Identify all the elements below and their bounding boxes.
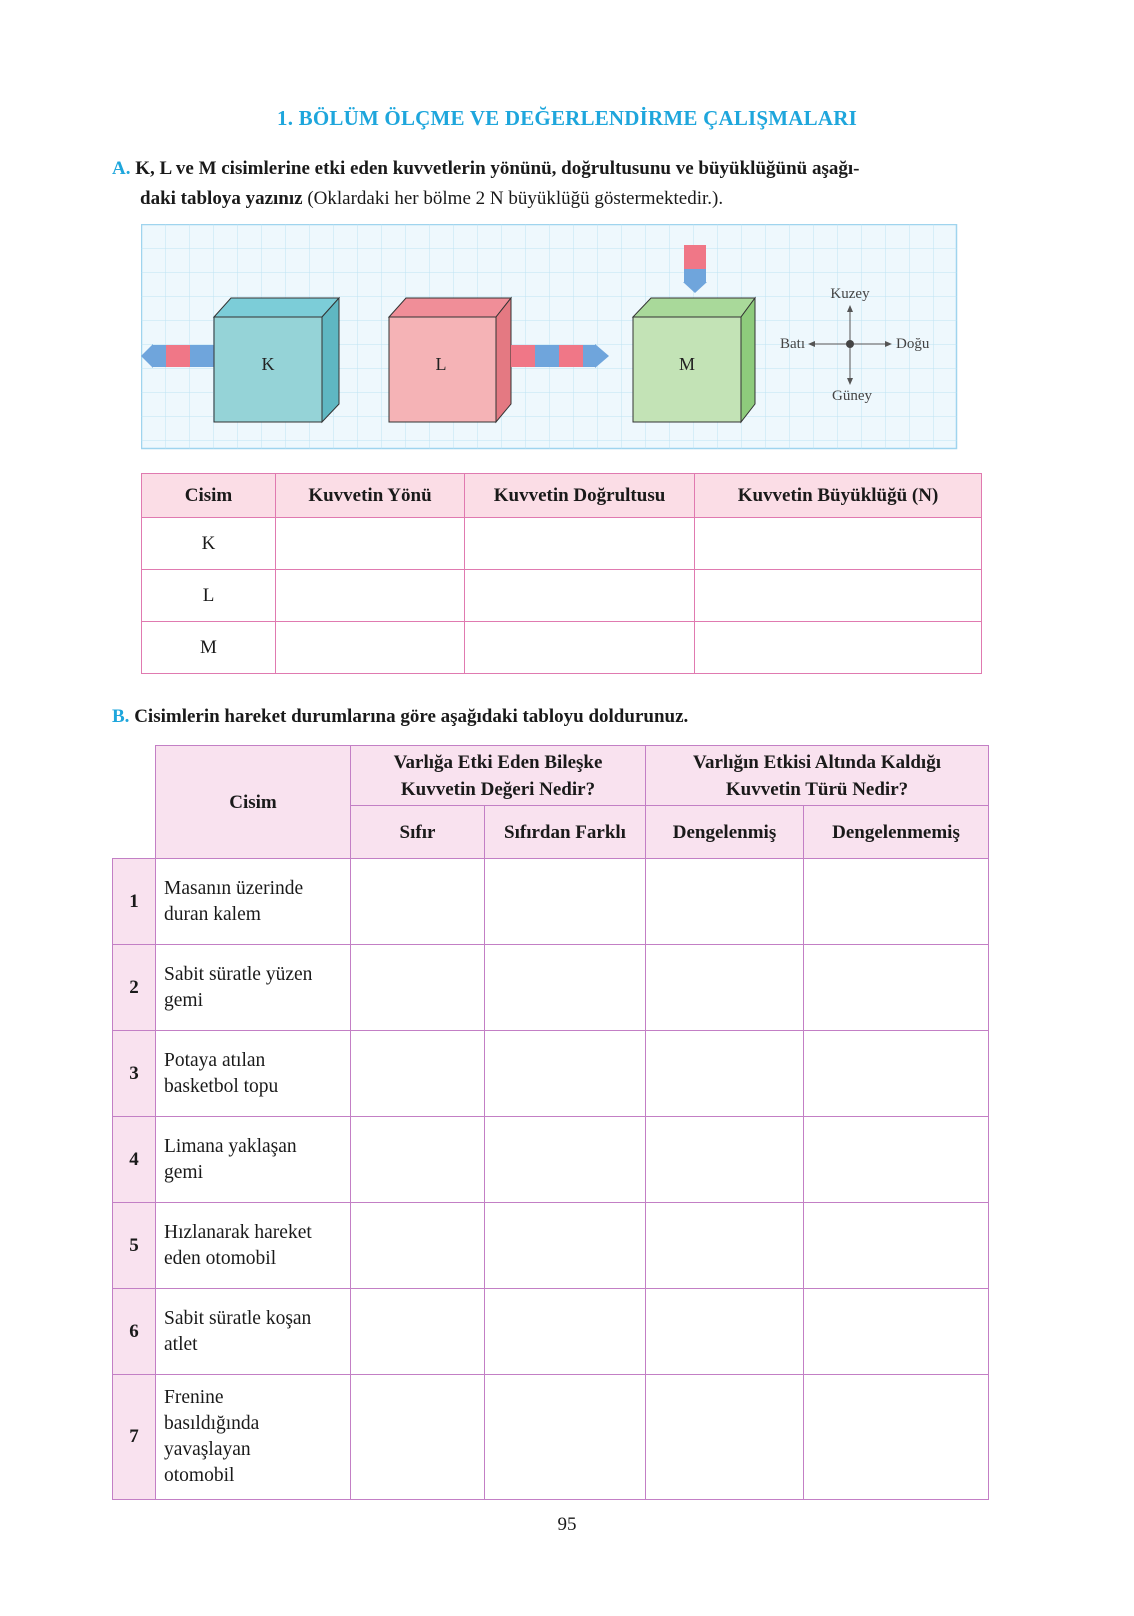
question-b-text: Cisimlerin hareket durumlarına göre aşağıdaki tabloyu doldurunuz. [134,706,689,727]
answer-cell[interactable] [804,1203,989,1289]
motion-table [112,745,989,1500]
row-object-line: gemi [164,1161,203,1183]
row-object [156,945,351,1031]
compass-north: Kuzey [830,286,870,302]
row-object [156,1203,351,1289]
table-row [113,1031,989,1117]
row-object-line: atlet [164,1333,198,1355]
answer-cell[interactable] [646,1375,804,1500]
answer-cell[interactable] [695,570,982,622]
answer-cell[interactable] [485,1031,646,1117]
row-number: 1 [113,859,156,945]
answer-cell[interactable] [485,945,646,1031]
row-object-line: otomobil [164,1465,235,1486]
question-a-note: (Oklardaki her bölme 2 N büyüklüğü göstermektedir.). [302,188,724,209]
l-box [389,298,511,422]
header-bileske [351,746,646,806]
row-number: 7 [113,1375,156,1500]
answer-cell[interactable] [351,1203,485,1289]
table-row [113,859,989,945]
answer-cell[interactable] [695,622,982,674]
question-b-label: B. [112,706,130,727]
answer-cell[interactable] [351,1289,485,1375]
answer-cell[interactable] [804,859,989,945]
row-object-line: Sabit süratle koşan [164,1307,312,1329]
table-row [142,622,982,674]
row-object [156,859,351,945]
row-object-line: Potaya atılan [164,1049,266,1071]
answer-cell[interactable] [804,945,989,1031]
row-object-line: Masanın üzerinde [164,877,304,899]
row-object-line: basketbol topu [164,1075,279,1097]
row-object-line: Frenine [164,1387,224,1408]
row-number: 6 [113,1289,156,1375]
row-object-line: Hızlanarak hareket [164,1221,312,1243]
answer-cell[interactable] [485,859,646,945]
page-title: 1. BÖLÜM ÖLÇME VE DEĞERLENDİRME ÇALIŞMALARI [277,106,857,130]
answer-cell[interactable] [804,1117,989,1203]
k-box-label: K [261,354,275,374]
answer-cell[interactable] [351,1031,485,1117]
row-object-line: yavaşlayan [164,1439,251,1460]
answer-cell[interactable] [646,1117,804,1203]
header-yon: Kuvvetin Yönü [276,474,465,518]
answer-cell[interactable] [351,859,485,945]
header-sifirdan-farkli: Sıfırdan Farklı [485,806,646,859]
row-object [156,1289,351,1375]
header-kuvvet-turu-line2: Kuvvetin Türü Nedir? [725,778,909,800]
answer-cell[interactable] [276,622,465,674]
row-number: 2 [113,945,156,1031]
header-dengelenmis: Dengelenmiş [646,806,804,859]
row-object: L [142,570,276,622]
row-object-line: duran kalem [164,903,261,925]
row-object-line: basıldığında [164,1413,260,1434]
table-row [142,518,982,570]
answer-cell[interactable] [804,1031,989,1117]
m-box [633,298,755,422]
answer-cell[interactable] [646,1203,804,1289]
answer-cell[interactable] [465,518,695,570]
compass-east: Doğu [896,336,930,352]
answer-cell[interactable] [646,1289,804,1375]
row-object-line: Limana yaklaşan [164,1135,297,1157]
row-number: 4 [113,1117,156,1203]
answer-cell[interactable] [351,1375,485,1500]
empty-corner [113,746,156,859]
question-a [112,154,992,214]
row-number: 5 [113,1203,156,1289]
row-object [156,1031,351,1117]
answer-cell[interactable] [695,518,982,570]
answer-cell[interactable] [351,945,485,1031]
answer-cell[interactable] [351,1117,485,1203]
table-row [113,1375,989,1500]
answer-cell[interactable] [646,945,804,1031]
question-b [112,706,688,728]
table-row [142,570,982,622]
answer-cell[interactable] [485,1117,646,1203]
question-a-text-line1: K, L ve M cisimlerine etki eden kuvvetlerin yönünü, doğrultusunu ve büyüklüğünü aşağı- [135,158,860,179]
force-diagram [141,224,981,456]
force-table [141,473,982,674]
header-dogrultu: Kuvvetin Doğrultusu [465,474,695,518]
compass-south: Güney [832,388,872,404]
header-sifir: Sıfır [351,806,485,859]
answer-cell[interactable] [465,570,695,622]
table-row [113,945,989,1031]
row-object: M [142,622,276,674]
m-box-label: M [678,354,696,374]
question-a-label: A. [112,158,131,179]
table-row [113,1203,989,1289]
answer-cell[interactable] [485,1203,646,1289]
row-object: K [142,518,276,570]
answer-cell[interactable] [276,518,465,570]
header-kuvvet-turu [646,746,989,806]
answer-cell[interactable] [276,570,465,622]
header-dengelenmemis: Dengelenmemiş [804,806,989,859]
row-number: 3 [113,1031,156,1117]
l-force-arrow [511,344,609,368]
answer-cell[interactable] [804,1289,989,1375]
k-force-arrow [141,344,214,368]
answer-cell[interactable] [465,622,695,674]
header-bileske-line1: Varlığa Etki Eden Bileşke [393,751,603,773]
answer-cell[interactable] [646,1031,804,1117]
row-object-line: gemi [164,989,203,1011]
header-cisim: Cisim [156,746,351,859]
row-object-line: eden otomobil [164,1247,277,1269]
answer-cell[interactable] [646,859,804,945]
header-bileske-line2: Kuvvetin Değeri Nedir? [400,778,596,800]
header-buyukluk: Kuvvetin Büyüklüğü (N) [695,474,982,518]
header-cisim: Cisim [142,474,276,518]
table-row [113,1289,989,1375]
l-box-label: L [435,354,447,374]
question-a-text-line2: daki tabloya yazınız [140,188,303,209]
row-object [156,1375,351,1500]
header-kuvvet-turu-line1: Varlığın Etkisi Altında Kaldığı [693,751,941,773]
answer-cell[interactable] [804,1375,989,1500]
compass-west: Batı [780,336,805,352]
page-number: 95 [557,1514,577,1535]
table-row [113,1117,989,1203]
row-object [156,1117,351,1203]
row-object-line: Sabit süratle yüzen [164,963,313,985]
k-box [214,298,339,422]
answer-cell[interactable] [485,1375,646,1500]
answer-cell[interactable] [485,1289,646,1375]
